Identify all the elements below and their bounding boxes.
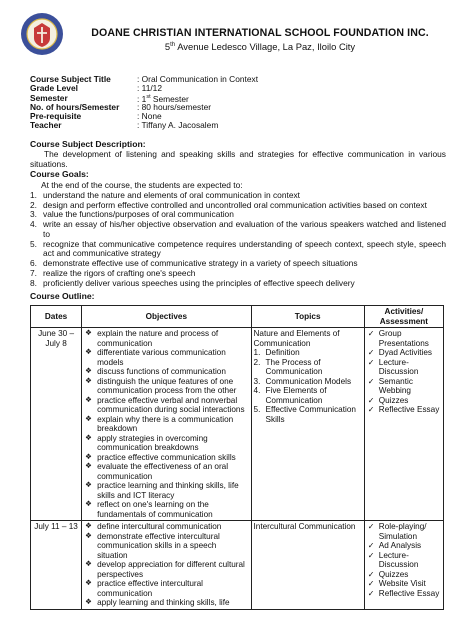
row-activities: ✓ Group Presentations ✓ Dyad Activities ✓ Lecture-Discussion ✓ Semantic Webbing ✓ Quizzes ✓ Reflective Essay bbox=[364, 328, 443, 521]
goal-item: 7. realize the rigors of crafting one's speech bbox=[30, 267, 196, 278]
goal-item: 5. recognize that communicative competence requires understanding of speech context, speech style, speech act and communicative strategy bbox=[30, 238, 446, 259]
row-date: June 30 – July 8 bbox=[31, 328, 82, 521]
topic-title: Nature and Elements of Communication bbox=[253, 329, 340, 348]
row-objectives: ❖ define intercultural communication ❖ demonstrate effective intercultural communication skills in a speech situation ❖ develop appreciation for different cultural perspectives ❖ practice effective intercultural communication ❖ apply learning and thinking skills, life bbox=[82, 521, 251, 610]
check-icon: ✓ bbox=[367, 348, 375, 358]
description-text: The development of listening and speaking skills and strategies for effective communication in various situations. bbox=[30, 149, 446, 169]
goal-item: 2. design and perform effective controlled and uncontrolled oral communication activities based on context bbox=[30, 199, 427, 210]
header-objectives: Objectives bbox=[82, 306, 251, 328]
school-seal-logo bbox=[20, 12, 64, 56]
row-objectives: ❖ explain the nature and process of communication ❖ differentiate various communication models ❖ discuss functions of communication ❖ distinguish the unique features of one communication process from the other ❖ practice effective verbal and nonverbal communication during social interactions ❖ explain why there is a communication breakdown ❖ apply strategies in overcoming communication breakdowns ❖ practice effective communication skills ❖ evaluate the effectiveness of an oral communication ❖ practice learning and thinking skills, life skills and ICT literacy ❖ reflect on one's learning on the fundamentals of communication bbox=[82, 328, 251, 521]
diamond-bullet-icon: ❖ bbox=[85, 597, 92, 607]
diamond-bullet-icon: ❖ bbox=[85, 413, 92, 423]
check-icon: ✓ bbox=[367, 357, 375, 367]
goal-item: 6. demonstrate effective use of communicative strategy in a variety of speech situations bbox=[30, 258, 358, 268]
table-header-row bbox=[31, 306, 444, 328]
header-activities: Activities/ Assessment bbox=[364, 306, 443, 328]
check-icon: ✓ bbox=[367, 541, 375, 551]
goal-item: 8. proficiently deliver various speeches using the principles of effective speech delivery bbox=[30, 277, 355, 288]
diamond-bullet-icon: ❖ bbox=[85, 461, 92, 471]
goal-item: 4. write an essay of his/her objective observation and evaluation of the various speakers watched and listened to bbox=[30, 219, 446, 239]
goals-heading: Course Goals: bbox=[30, 169, 89, 179]
topic-title: Intercultural Communication bbox=[253, 522, 356, 532]
outline-heading: Course Outline: bbox=[30, 291, 95, 301]
check-icon: ✓ bbox=[367, 395, 375, 405]
goals-list bbox=[30, 181, 446, 288]
check-icon: ✓ bbox=[367, 550, 375, 560]
row-activities: ✓ Role-playing/ Simulation ✓ Ad Analysis ✓ Lecture-Discussion ✓ Quizzes ✓ Website Visit ✓ Reflective Essay bbox=[364, 521, 443, 610]
row-date: July 11 – 13 bbox=[31, 521, 82, 610]
diamond-bullet-icon: ❖ bbox=[85, 347, 92, 357]
goal-item: 3. value the functions/purposes of oral communication bbox=[30, 209, 234, 220]
course-outline-table bbox=[30, 305, 444, 610]
diamond-bullet-icon: ❖ bbox=[85, 559, 92, 569]
description-heading: Course Subject Description: bbox=[30, 139, 146, 149]
table-row bbox=[31, 328, 444, 521]
goals-intro: At the end of the course, the students are expected to: bbox=[41, 180, 243, 190]
goal-item: 1. understand the nature and elements of oral communication in context bbox=[30, 189, 300, 200]
check-icon: ✓ bbox=[367, 405, 375, 415]
diamond-bullet-icon: ❖ bbox=[85, 578, 92, 588]
diamond-bullet-icon: ❖ bbox=[85, 480, 92, 490]
check-icon: ✓ bbox=[367, 569, 375, 579]
header-topics: Topics bbox=[251, 306, 364, 328]
row-topics: Nature and Elements of Communication 1. Definition 2. The Process of Communication 3. Communication Models 4. Five Elements of Communication 5. Effective Communication Skills bbox=[251, 328, 364, 521]
check-icon: ✓ bbox=[367, 588, 375, 598]
table-row bbox=[31, 521, 444, 610]
diamond-bullet-icon: ❖ bbox=[85, 366, 92, 376]
diamond-bullet-icon: ❖ bbox=[85, 328, 92, 338]
school-name: DOANE CHRISTIAN INTERNATIONAL SCHOOL FOUNDATION INC. bbox=[91, 27, 429, 39]
check-icon: ✓ bbox=[367, 522, 375, 532]
diamond-bullet-icon: ❖ bbox=[85, 521, 92, 531]
check-icon: ✓ bbox=[367, 376, 375, 386]
diamond-bullet-icon: ❖ bbox=[85, 394, 92, 404]
diamond-bullet-icon: ❖ bbox=[85, 451, 92, 461]
check-icon: ✓ bbox=[367, 329, 375, 339]
diamond-bullet-icon: ❖ bbox=[85, 375, 92, 385]
diamond-bullet-icon: ❖ bbox=[85, 499, 92, 509]
diamond-bullet-icon: ❖ bbox=[85, 432, 92, 442]
header-dates: Dates bbox=[31, 306, 82, 328]
row-topics bbox=[251, 521, 364, 610]
check-icon: ✓ bbox=[367, 579, 375, 589]
school-address: 5th Avenue Ledesco Village, La Paz, Iloilo City bbox=[164, 41, 356, 53]
diamond-bullet-icon: ❖ bbox=[85, 530, 92, 540]
